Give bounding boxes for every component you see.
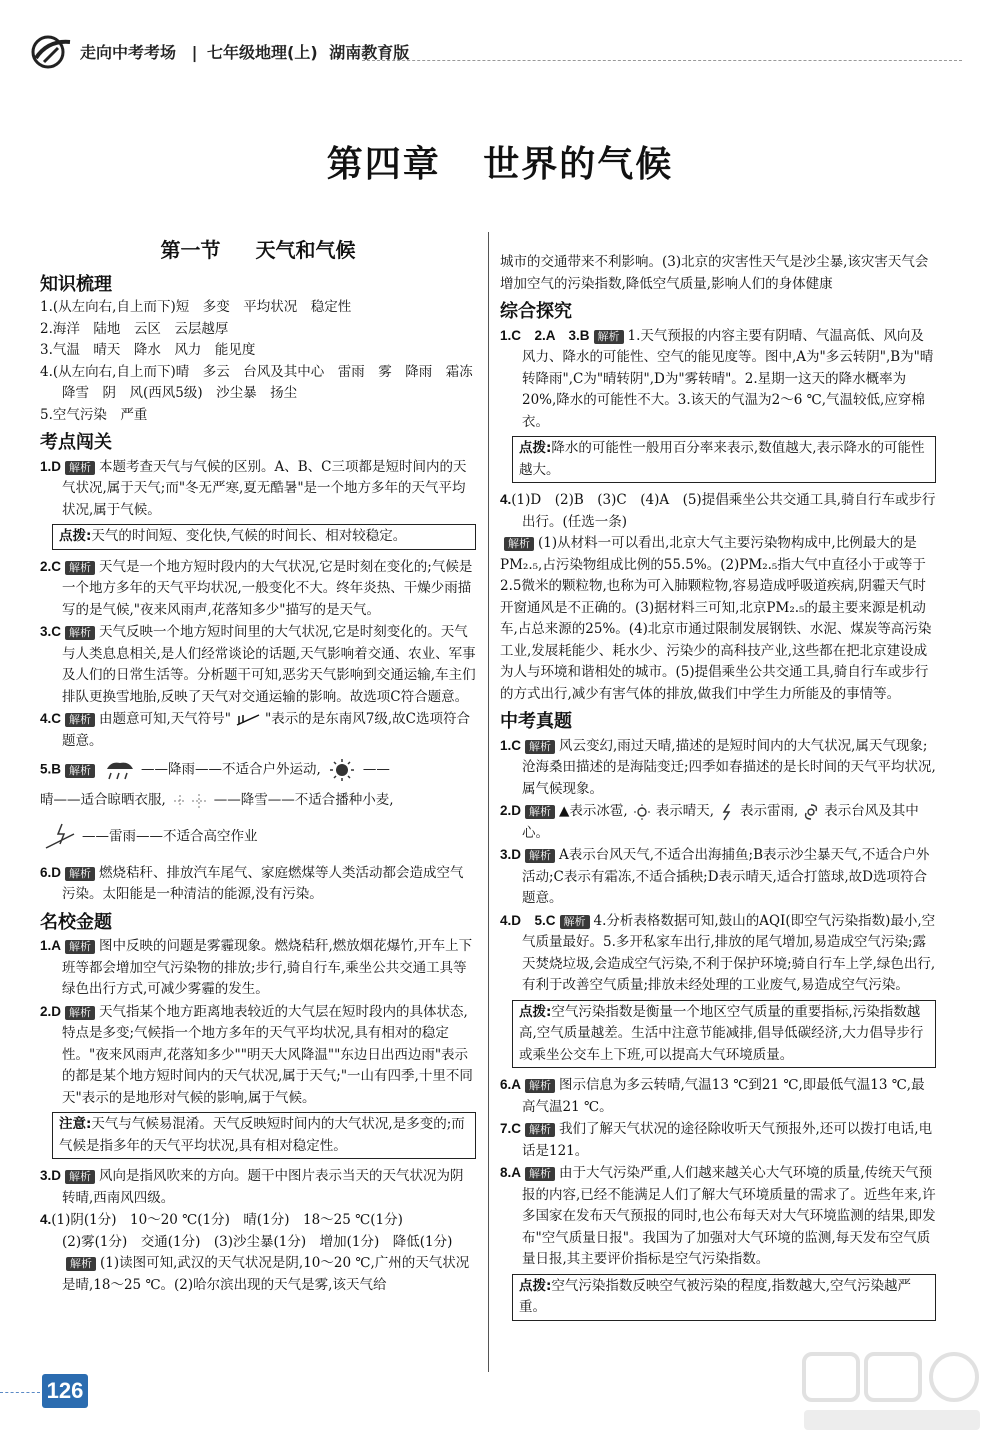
left-column — [40, 230, 487, 1296]
analysis-tag: 解析 — [525, 1079, 555, 1093]
answer-item — [500, 844, 936, 910]
analysis-tag: 解析 — [525, 849, 555, 863]
answer-text: (1)阴(1分) 10～20 ℃(1分) 晴(1分) 18～25 ℃(1分) — [51, 1212, 403, 1228]
answer-number: 6.A — [500, 1077, 522, 1092]
answer-text: ——降雨——不适合户外运动, — [141, 761, 321, 778]
answer-number: 7.C — [500, 1121, 522, 1136]
answer-item — [40, 556, 476, 622]
answer-continuation: 城市的交通带来不利影响。(3)北京的灾害性天气是沙尘暴,该灾害天气会增加空气的污染指数,降低空气质量,影响人们的身体健康 — [500, 254, 929, 292]
analysis-tag: 解析 — [65, 867, 95, 881]
answer-item — [500, 1074, 936, 1118]
tip-box — [52, 524, 476, 550]
answer-item — [500, 735, 936, 801]
knowledge-item: 4.(从左向右,自上而下)晴 多云 台风及其中心 雷雨 雾 降雨 霜冻 降雪 阴 风(西风5级) 沙尘暴 扬尘 — [40, 363, 487, 401]
tip-box — [512, 436, 936, 483]
answer-continuation — [40, 1253, 476, 1296]
column-divider — [488, 232, 489, 1372]
attention-box — [52, 1112, 476, 1159]
answer-number: 5.B — [40, 761, 62, 777]
attention-text: 天气与气候易混淆。天气反映短时间内的大气状况,是多变的;而气候是指多年的天气平均状况,具有相对稳定性。 — [59, 1116, 465, 1154]
edition-name: 湖南教育版 — [329, 43, 410, 62]
analysis-tag: 解析 — [65, 461, 95, 475]
tip-label: 点拨: — [519, 1003, 552, 1020]
answer-number: 2.C — [40, 558, 62, 574]
answer-number: 4.D 5.C — [500, 912, 556, 928]
answer-item — [500, 489, 936, 533]
answer-number: 2.D — [40, 1003, 62, 1019]
analysis-tag: 解析 — [525, 805, 555, 819]
answer-item — [500, 800, 936, 844]
wind-symbol-icon — [235, 713, 261, 727]
answer-item — [40, 758, 476, 782]
answer-text: 本题考查天气与气候的区别。A、B、C三项都是短时间内的天气状况,属于天气;而"冬无严寒,夏无酷暑"是一个地方多年的天气平均状况,属于气候。 — [62, 458, 467, 518]
answer-item — [40, 708, 476, 752]
knowledge-item: 3.气温 晴天 降水 风力 能见度 — [40, 342, 256, 358]
tip-text: 空气污染指数是衡量一个地区空气质量的重要指标,污染指数越高,空气质量越差。生活中注意节能减排,倡导低碳经济,大力倡导步行或乘坐公交车上下班,可以提高大气环境质量。 — [519, 1003, 924, 1063]
answer-number: 3.C — [40, 624, 62, 639]
answer-text: (1)读图可知,武汉的天气状况是阴,10～20 ℃,广州的天气状况是晴,18～25 ℃。(2)哈尔滨出现的天气是雾,该天气给 — [62, 1255, 470, 1293]
answer-continuation: (2)雾(1分) 交通(1分) (3)沙尘暴(1分) 增加(1分) 降低(1分) — [62, 1233, 453, 1250]
answer-text: 风向是指风吹来的方向。题干中图片表示当天的天气状况为阴转晴,西南风四级。 — [62, 1168, 464, 1206]
tip-text: 天气的时间短、变化快,气候的时间长、相对较稳定。 — [91, 528, 407, 544]
right-column — [500, 252, 936, 1327]
publisher-logo-icon — [30, 34, 76, 70]
chapter-number: 第四章 — [326, 144, 441, 185]
analysis-tag: 解析 — [560, 915, 590, 929]
heading-famous-school: 名校金题 — [40, 911, 112, 933]
answer-number: 8.A — [500, 1165, 522, 1180]
answer-number: 3.D — [500, 847, 522, 862]
answer-text: 表示晴天, — [655, 803, 714, 819]
answer-text: 天气是一个地方短时段内的大气状况,它是时刻在变化的;气候是一个地方多年的天气平均状况,一般变化不大。终年炎热、干燥少雨描写的是气候,"夜来风雨声,花落知多少"描写的是天气。 — [62, 558, 473, 618]
watermark-logo-icon — [800, 1350, 986, 1436]
analysis-tag: 解析 — [525, 1167, 555, 1181]
answer-number: 1.C — [500, 737, 522, 753]
answer-item — [40, 1209, 476, 1232]
answer-text: ——降雪——不适合播种小麦, — [213, 792, 394, 808]
answer-item — [40, 862, 476, 906]
tip-box — [512, 1000, 936, 1069]
header-text: 走向中考考场 | 七年级地理(上) 湖南教育版 — [80, 43, 410, 62]
answer-number: 1.D — [40, 458, 62, 474]
heading-checkpoint: 考点闯关 — [40, 432, 112, 453]
answer-text: 4.分析表格数据可知,鼓山的AQI(即空气污染指数)最小,空气质量最好。5.多开私家车出行,排放的尾气增加,易造成空气污染;露天焚烧垃圾,会造成空气污染,不利于保护环境;骑自行车上学,绿色出行,有利于改善空气质量;排放未经处理的工业废气,易造成空气污染。 — [522, 912, 936, 993]
analysis-tag: 解析 — [65, 1170, 95, 1184]
analysis-tag: 解析 — [525, 1123, 555, 1137]
analysis-tag: 解析 — [65, 764, 95, 778]
answer-text: A表示台风天气,不适合出海捕鱼;B表示沙尘暴天气,不适合户外活动;C表示有霜冻,不适合插秧;D表示晴天,适合打篮球,故D选项符合题意。 — [522, 847, 930, 906]
answer-text: 天气反映一个地方短时间里的大气状况,它是时刻变化的。天气与人类息息相关,是人们经常谈论的话题,天气影响着交通、农业、军事及人们的日常生活等。分析题干可知,恶劣天气影响到交通运输,车主们排队更换雪地胎,反映了天气对交通运输的影响。故选项C符合题意。 — [62, 624, 476, 705]
answer-text: (1)从材料一可以看出,北京大气主要污染物构成中,比例最大的是PM₂.₅,占污染物组成比例的55.5%。(2)PM₂.₅指大气中直径小于或等于2.5微米的颗粒物,也称为可入肺颗粒物,容易造成呼吸道疾病,阴霾天气时开窗通风是不正确的。(3)据材料三可知,北京PM₂.₅的最主要来源是机动车,占总来源的25%。(4)北京市通过限制发展钢铁、水泥、煤炭等高污染工业,发展耗能少、耗水少、污染少的高科技产业,这些都在把北京建设成为人与环境和谐相处的城市。(5)提倡乘坐公共交通工具,骑自行车或步行的方式出行,减少有害气体的排放,做我们中学生力所能及的事情等。 — [500, 535, 932, 702]
answer-item — [500, 325, 936, 434]
tip-text: 空气污染指数反映空气被污染的程度,指数越大,空气污染越严重。 — [519, 1277, 911, 1315]
chapter-title — [0, 136, 1000, 187]
tip-box — [512, 1274, 936, 1321]
answer-continuation — [40, 822, 476, 852]
answer-item — [40, 621, 476, 708]
tip-text: 降水的可能性一般用百分率来表示,数值越大,表示降水的可能性越大。 — [519, 440, 925, 478]
heading-comprehensive: 综合探究 — [500, 301, 572, 322]
analysis-tag: 解析 — [66, 1257, 96, 1271]
chapter-name: 世界的气候 — [483, 144, 674, 185]
snow-symbol-icon — [170, 791, 210, 811]
section-number: 第一节 — [160, 238, 221, 262]
answer-item — [40, 1001, 476, 1110]
answer-text: 风云变幻,雨过天晴,描述的是短时间内的大气状况,属天气现象;沧海桑田描述的是海陆变迁;四季如春描述的是长时间的天气平均状况,属气候现象。 — [522, 737, 936, 797]
header-rule — [362, 60, 962, 61]
footer-rule — [0, 1392, 40, 1393]
page-number: 126 — [42, 1374, 88, 1408]
answer-number: 4. — [40, 1212, 52, 1227]
answer-text: 晴——适合晾晒衣服, — [40, 792, 166, 808]
sunny-symbol-icon — [632, 804, 652, 820]
attention-label: 注意: — [59, 1116, 92, 1132]
knowledge-item: 1.(从左向右,自上而下)短 多变 平均状况 稳定性 — [40, 299, 352, 315]
answer-text: 图中反映的问题是雾霾现象。燃烧秸秆,燃放烟花爆竹,开车上下班等都会增加空气污染物的排放;步行,骑自行车,乘坐公共交通工具等绿色出行方式,可减少雾霾的发生。 — [62, 938, 473, 997]
rain-symbol-icon — [103, 759, 137, 781]
lightning-symbol-icon — [718, 803, 736, 821]
thunderstorm-symbol-icon — [44, 822, 78, 852]
series-name: 走向中考考场 — [80, 43, 177, 62]
knowledge-item: 5.空气污染 严重 — [40, 406, 148, 423]
answer-text: ——雷雨——不适合高空作业 — [82, 828, 258, 844]
analysis-tag: 解析 — [65, 626, 95, 640]
analysis-tag: 解析 — [65, 713, 95, 727]
answer-number: 4. — [500, 492, 512, 507]
answer-item — [500, 910, 936, 997]
section-title — [40, 240, 476, 262]
tip-label: 点拨: — [519, 1277, 552, 1294]
analysis-tag: 解析 — [65, 940, 95, 954]
page-header — [22, 34, 982, 74]
analysis-tag: 解析 — [504, 537, 534, 551]
answer-continuation — [500, 533, 936, 705]
answer-text: 由题意可知,天气符号" — [99, 711, 232, 727]
analysis-tag: 解析 — [65, 1006, 95, 1020]
answer-text: 1.天气预报的内容主要有阴晴、气温高低、风向及风力、降水的可能性、空气的能见度等。图中,A为"多云转阴",B为"晴转降雨",C为"晴转阴",D为"雾转晴"。2.星期一这天的降水概率为20%,降水的可能性不大。3.该天的气温为2～6 ℃,气温较低,应穿棉衣。 — [522, 327, 934, 430]
answer-number: 4.C — [40, 711, 62, 726]
answer-text: (1)D (2)B (3)C (4)A (5)提倡乘坐公共交通工具,骑自行车或步行出行。(任选一条) — [511, 492, 936, 530]
answer-text: 由于大气污染严重,人们越来越关心大气环境的质量,传统天气预报的内容,已经不能满足人们了解大气环境质量的需求了。近些年来,许多国家在发布天气预报的同时,也公布每天对大气环境监测的结果,即发布"空气质量日报"。我国为了加强对大气环境的监测,每天发布空气质量日报,其主要评价指标是空气污染指数。 — [522, 1165, 936, 1267]
tip-label: 点拨: — [59, 528, 92, 544]
section-name: 天气和气候 — [255, 238, 356, 262]
answer-text: 天气指某个地方距离地表较近的大气层在短时段内的具体状态,特点是多变;气候指一个地方多年的天气平均状况,具有相对的稳定性。"夜来风雨声,花落知多少""明天大风降温""东边日出西边雨"表示的都是某个地方短时间内的天气状况,属于天气;"一山有四季,十里不同天"表示的是地形对气候的影响,属于气候。 — [62, 1003, 473, 1106]
answer-continuation — [40, 790, 476, 812]
tip-label: 点拨: — [519, 440, 552, 456]
answer-number: 1.A — [40, 938, 62, 953]
answer-item — [500, 1118, 936, 1162]
typhoon-symbol-icon — [802, 803, 820, 821]
sunny-symbol-icon — [325, 758, 359, 782]
book-name: 七年级地理(上) — [207, 43, 318, 62]
answer-text: 我们了解天气状况的途径除收听天气预报外,还可以拨打电话,电话是121。 — [522, 1121, 933, 1159]
answer-item — [40, 456, 476, 522]
analysis-tag: 解析 — [525, 740, 555, 754]
answer-number: 1.C 2.A 3.B — [500, 327, 590, 343]
heading-exam-real: 中考真题 — [500, 711, 572, 732]
knowledge-item: 2.海洋 陆地 云区 云层越厚 — [40, 320, 229, 337]
answer-item — [40, 935, 476, 1001]
answer-text: 图示信息为多云转晴,气温13 ℃到21 ℃,即最低气温13 ℃,最高气温21 ℃。 — [522, 1077, 925, 1115]
answer-text: 表示雷雨, — [740, 803, 799, 819]
answer-item — [40, 1165, 476, 1209]
answer-text: "表示的是东南风7级,故C选项符合题意。 — [62, 711, 470, 749]
answer-number: 2.D — [500, 803, 522, 818]
analysis-tag: 解析 — [65, 561, 95, 575]
analysis-tag: 解析 — [594, 330, 624, 344]
answer-number: 3.D — [40, 1168, 62, 1183]
answer-text: 燃烧秸秆、排放汽车尾气、家庭燃煤等人类活动都会造成空气污染。太阳能是一种清洁的能源,没有污染。 — [62, 864, 464, 902]
answer-text: 表示台风及其中心。 — [522, 803, 919, 841]
heading-knowledge: 知识梳理 — [40, 273, 112, 295]
answer-text: ▲表示冰雹, — [559, 803, 628, 819]
answer-text: —— — [362, 761, 390, 778]
answer-number: 6.D — [40, 864, 62, 880]
answer-item — [500, 1162, 936, 1271]
